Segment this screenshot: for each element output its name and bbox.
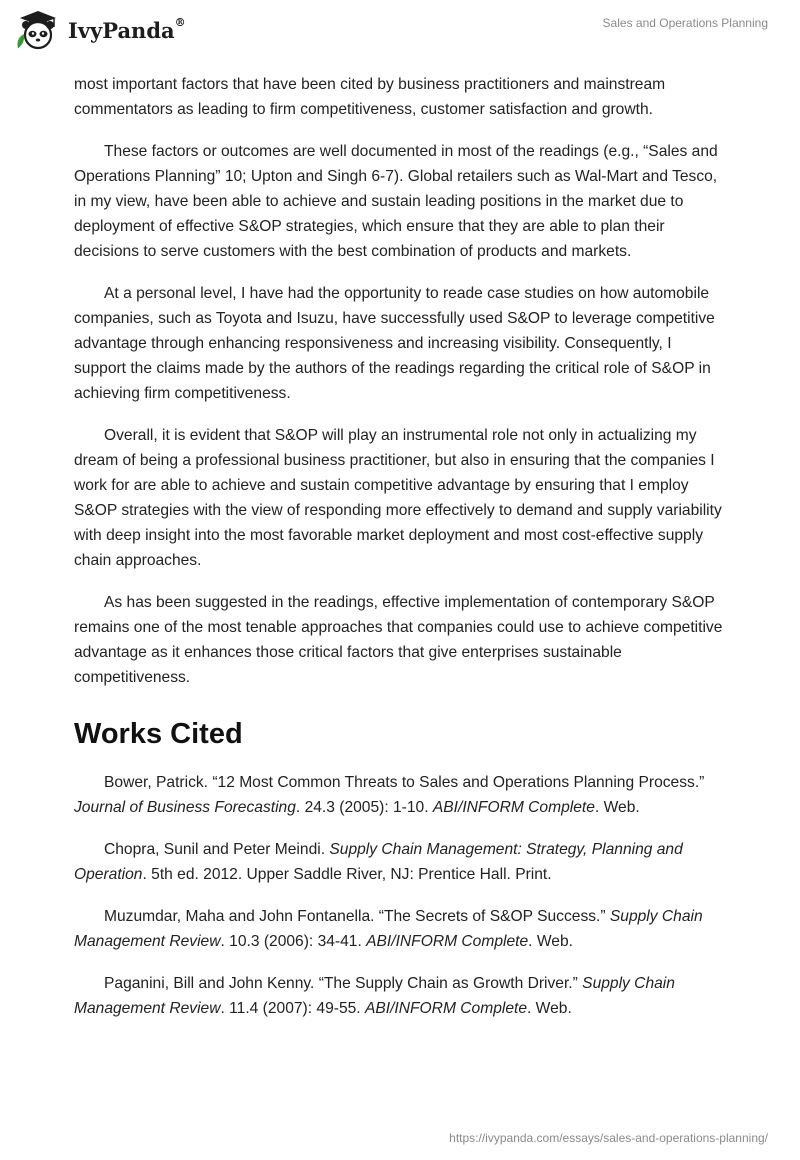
page-header (0, 0, 800, 60)
source-url[interactable]: https://ivypanda.com/essays/sales-and-operations-planning/ (449, 1131, 768, 1145)
paragraph: As has been suggested in the readings, effective implementation of contemporary S&OP remains one of the most tenable approaches that companies could use to achieve competitive advantage as it enhances those critical factors that give enterprises sustainable competitiveness. (74, 594, 723, 686)
panda-graduate-icon (14, 8, 62, 52)
citation-item: Paganini, Bill and John Kenny. “The Supply Chain as Growth Driver.” Supply Chain Management Review. 11.4 (2007): 49-55. ABI/INFORM Complete. Web. (74, 975, 675, 1017)
paragraph: These factors or outcomes are well documented in most of the readings (e.g., “Sales and Operations Planning” 10; Upton and Singh 6-7). Global retailers such as Wal-Mart and Tesco, in my view, have been able to achieve and sustain leading positions in the market due to deployment of effective S&OP strategies, which ensure that they are able to plan their decisions to serve customers with the best combination of products and markets. (74, 143, 718, 260)
citation-item: Bower, Patrick. “12 Most Common Threats to Sales and Operations Planning Process.” Journal of Business Forecasting. 24.3 (2005): 1-10. ABI/INFORM Complete. Web. (74, 774, 705, 816)
paragraph: Overall, it is evident that S&OP will play an instrumental role not only in actualizing my dream of being a professional business practitioner, but also in ensuring that the companies I work for are able to achieve and sustain competitive advantage by ensuring that I employ S&OP strategies with the view of responding more effectively to demand and supply variability with deep insight into the most favorable market deployment and most cost-effective supply chain approaches. (74, 427, 722, 569)
paragraph-continuation: most important factors that have been cited by business practitioners and mainstream commentators as leading to firm competitiveness, customer satisfaction and growth. (74, 76, 666, 118)
citation-item: Muzumdar, Maha and John Fontanella. “The Secrets of S&OP Success.” Supply Chain Management Review. 10.3 (2006): 34-41. ABI/INFORM Complete. Web. (74, 908, 703, 950)
essay-content (74, 72, 726, 1038)
paragraph: At a personal level, I have had the opportunity to reade case studies on how automobile companies, such as Toyota and Isuzu, have successfully used S&OP to leverage competitive advantage through enhancing responsiveness and increasing visibility. Consequently, I support the claims made by the authors of the readings regarding the critical role of S&OP in achieving firm competitiveness. (74, 285, 715, 402)
citation-item: Chopra, Sunil and Peter Meindi. Supply Chain Management: Strategy, Planning and Operation. 5th ed. 2012. Upper Saddle River, NJ: Prentice Hall. Print. (74, 841, 683, 883)
ivypanda-logo[interactable] (14, 8, 186, 52)
document-title: Sales and Operations Planning (602, 16, 768, 30)
works-cited-heading: Works Cited (74, 718, 243, 750)
logo-text: IvyPanda® (68, 15, 186, 43)
